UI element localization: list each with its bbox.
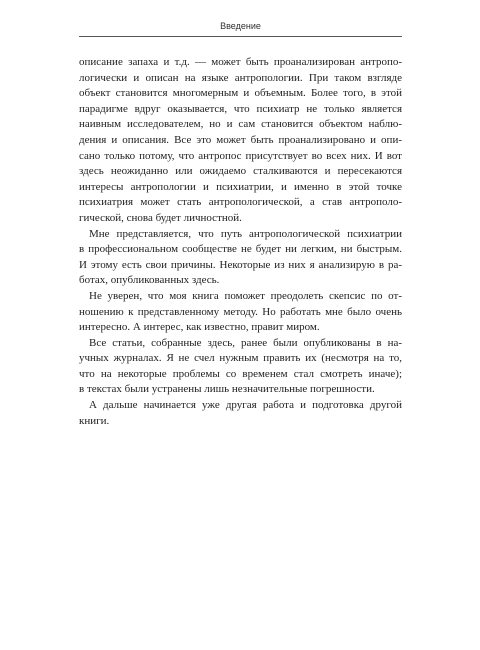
text-line: парадигме вдруг оказывается, что психиатр не только является xyxy=(79,102,402,115)
text-line: сано только потому, что антропос присутствует во всех них. И вот xyxy=(79,149,402,162)
text-line: книги. xyxy=(79,414,110,427)
text-line: наивным исследователем, но и сам становится объектом наблю- xyxy=(79,118,402,131)
text-line: И этому есть свои причины. Некоторые из них я анализирую в ра- xyxy=(79,258,402,271)
header-rule xyxy=(79,36,402,37)
text-line: А дальше начинается уже другая работа и подготовка другой xyxy=(89,399,402,412)
text-line: что на некоторые проблемы со временем стал смотреть иначе); xyxy=(79,367,402,380)
text-line: здесь неожиданно или ожидаемо сталкиваются и пересекаются xyxy=(79,165,402,178)
text-line: учных журналах. Я не счел нужным править их (несмотря на то, xyxy=(79,352,402,365)
text-line: ботах, опубликованных здесь. xyxy=(79,274,220,287)
text-line: Не уверен, что моя книга поможет преодолеть скепсис по от- xyxy=(89,289,402,302)
paragraph xyxy=(79,398,402,429)
text-line: Все статьи, собранные здесь, ранее были опубликованы в на- xyxy=(89,336,402,349)
text-line: описание запаха и т.д. — может быть проанализирован антропо- xyxy=(79,56,402,68)
text-line: психиатрия может стать антропологической, а став антрополо- xyxy=(79,196,402,209)
text-line: гической, снова будет личностной. xyxy=(79,211,242,224)
text-line: интересно. А интерес, как известно, правит миром. xyxy=(79,321,320,334)
text-line: ношению к представленному методу. Но работать мне было очень xyxy=(79,305,402,318)
text-line: интересы антропологии и психиатрии, и именно в этой точке xyxy=(79,180,402,193)
paragraph xyxy=(79,336,402,398)
text-line: дения и описания. Все это может быть проанализировано и опи- xyxy=(79,133,402,146)
running-head-title: Введение xyxy=(220,21,261,31)
text-line: Мне представляется, что путь антропологической психиатрии xyxy=(89,227,402,240)
paragraph xyxy=(79,289,402,336)
text-line: логически и описан на языке антропологии. При таком взгляде xyxy=(79,71,402,84)
paragraph xyxy=(79,55,402,227)
text-line: объект становится многомерным и объемным. Более того, в этой xyxy=(79,87,402,100)
text-line: в текстах были устранены лишь незначительные погрешности. xyxy=(79,383,375,396)
paragraph xyxy=(79,227,402,289)
text-line: в профессиональном сообществе не будет ни легким, ни быстрым. xyxy=(79,243,402,256)
body-text xyxy=(79,55,402,429)
